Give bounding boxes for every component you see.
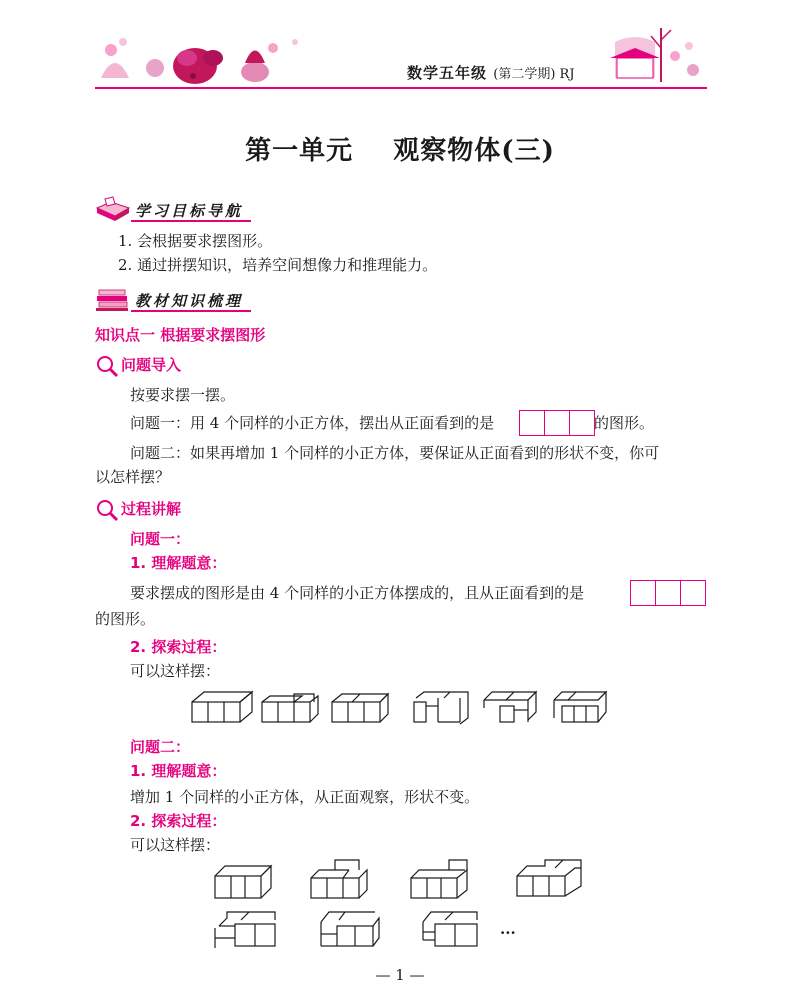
intro-question-1 — [130, 412, 494, 434]
header-title — [407, 62, 575, 83]
arrangement-2 — [262, 694, 318, 722]
section-goals-underline — [131, 220, 251, 222]
intro-q1-prefix: 问题一：用 4 个同样的小正方体，摆出从正面看到的是 — [130, 414, 495, 432]
problem-1-step-2: 2. 探索过程： — [130, 638, 227, 656]
intro-question-2-line-2: 以怎样摆？ — [95, 468, 171, 486]
problem-2-step-2: 2. 探索过程： — [130, 812, 227, 830]
header-rule — [95, 87, 707, 89]
goal-item-1: 1. 会根据要求摆图形。 — [118, 232, 273, 250]
header-title-main: 数学五年级 — [407, 64, 488, 82]
problem-1-step-1: 1. 理解题意： — [130, 554, 227, 572]
arrangement-p2-4 — [517, 860, 581, 896]
section-goals-label: 学习目标导航 — [135, 202, 244, 220]
problem-1-title: 问题一： — [130, 530, 191, 548]
knowledge-point-title: 知识点一 根据要求摆图形 — [95, 326, 266, 344]
magnifier-icon — [95, 354, 119, 378]
arrangement-p2-7 — [423, 912, 477, 946]
arrangement-4 — [414, 692, 468, 724]
section-knowledge-underline — [131, 310, 251, 312]
front-view-boxes-1 — [519, 410, 595, 436]
process-header — [95, 496, 205, 522]
problem-2-arrangements — [205, 858, 605, 958]
problem-2-step-1: 1. 理解题意： — [130, 762, 227, 780]
arrangement-p2-5 — [215, 912, 275, 948]
intro-label: 问题导入 — [121, 356, 182, 374]
problem-1-text-1-suffix: 的图形。 — [95, 610, 156, 628]
section-knowledge-label: 教材知识梳理 — [135, 292, 244, 310]
problem-1-text-2: 可以这样摆： — [130, 662, 221, 680]
goal-item-2: 2. 通过拼摆知识，培养空间想像力和推理能力。 — [118, 256, 438, 274]
problem-2-title: 问题二： — [130, 738, 191, 756]
problem-1-text-1-prefix: 要求摆成的图形是由 4 个同样的小正方体摆成的，且从正面看到的是 — [130, 584, 585, 602]
problem-1-arrangements — [190, 688, 610, 728]
intro-line-1: 按要求摆一摆。 — [130, 386, 236, 404]
arrangement-p2-2 — [311, 860, 367, 898]
arrangement-5 — [484, 692, 536, 722]
intro-header — [95, 352, 205, 378]
arrangement-1 — [192, 692, 252, 722]
arrangement-6 — [554, 692, 606, 722]
process-label: 过程讲解 — [121, 500, 182, 518]
chapter-title: 第一单元 观察物体(三) — [245, 136, 555, 166]
page-header — [95, 18, 707, 88]
front-view-boxes-2 — [630, 580, 706, 606]
arrangement-3 — [332, 694, 388, 722]
arrangement-p2-1 — [215, 866, 271, 898]
book-icon — [95, 196, 131, 222]
stacked-books-icon — [95, 286, 131, 312]
header-subtitle: (第二学期) RJ — [493, 67, 575, 82]
page-number: — 1 — — [375, 966, 425, 984]
section-goals-header — [95, 196, 265, 224]
problem-2-text-2: 可以这样摆： — [130, 836, 221, 854]
header-decoration — [95, 18, 707, 88]
section-knowledge-header — [95, 286, 265, 314]
more-arrangements-ellipsis: ... — [500, 920, 516, 938]
intro-question-2-line-1: 问题二：如果再增加 1 个同样的小正方体，要保证从正面看到的形状不变，你可 — [130, 444, 660, 462]
arrangement-p2-6 — [321, 912, 379, 946]
intro-q1-suffix: 的图形。 — [594, 414, 655, 432]
arrangement-p2-3 — [411, 860, 467, 898]
magnifier-icon — [95, 498, 119, 522]
problem-2-text-1: 增加 1 个同样的小正方体，从正面观察，形状不变。 — [130, 788, 480, 806]
